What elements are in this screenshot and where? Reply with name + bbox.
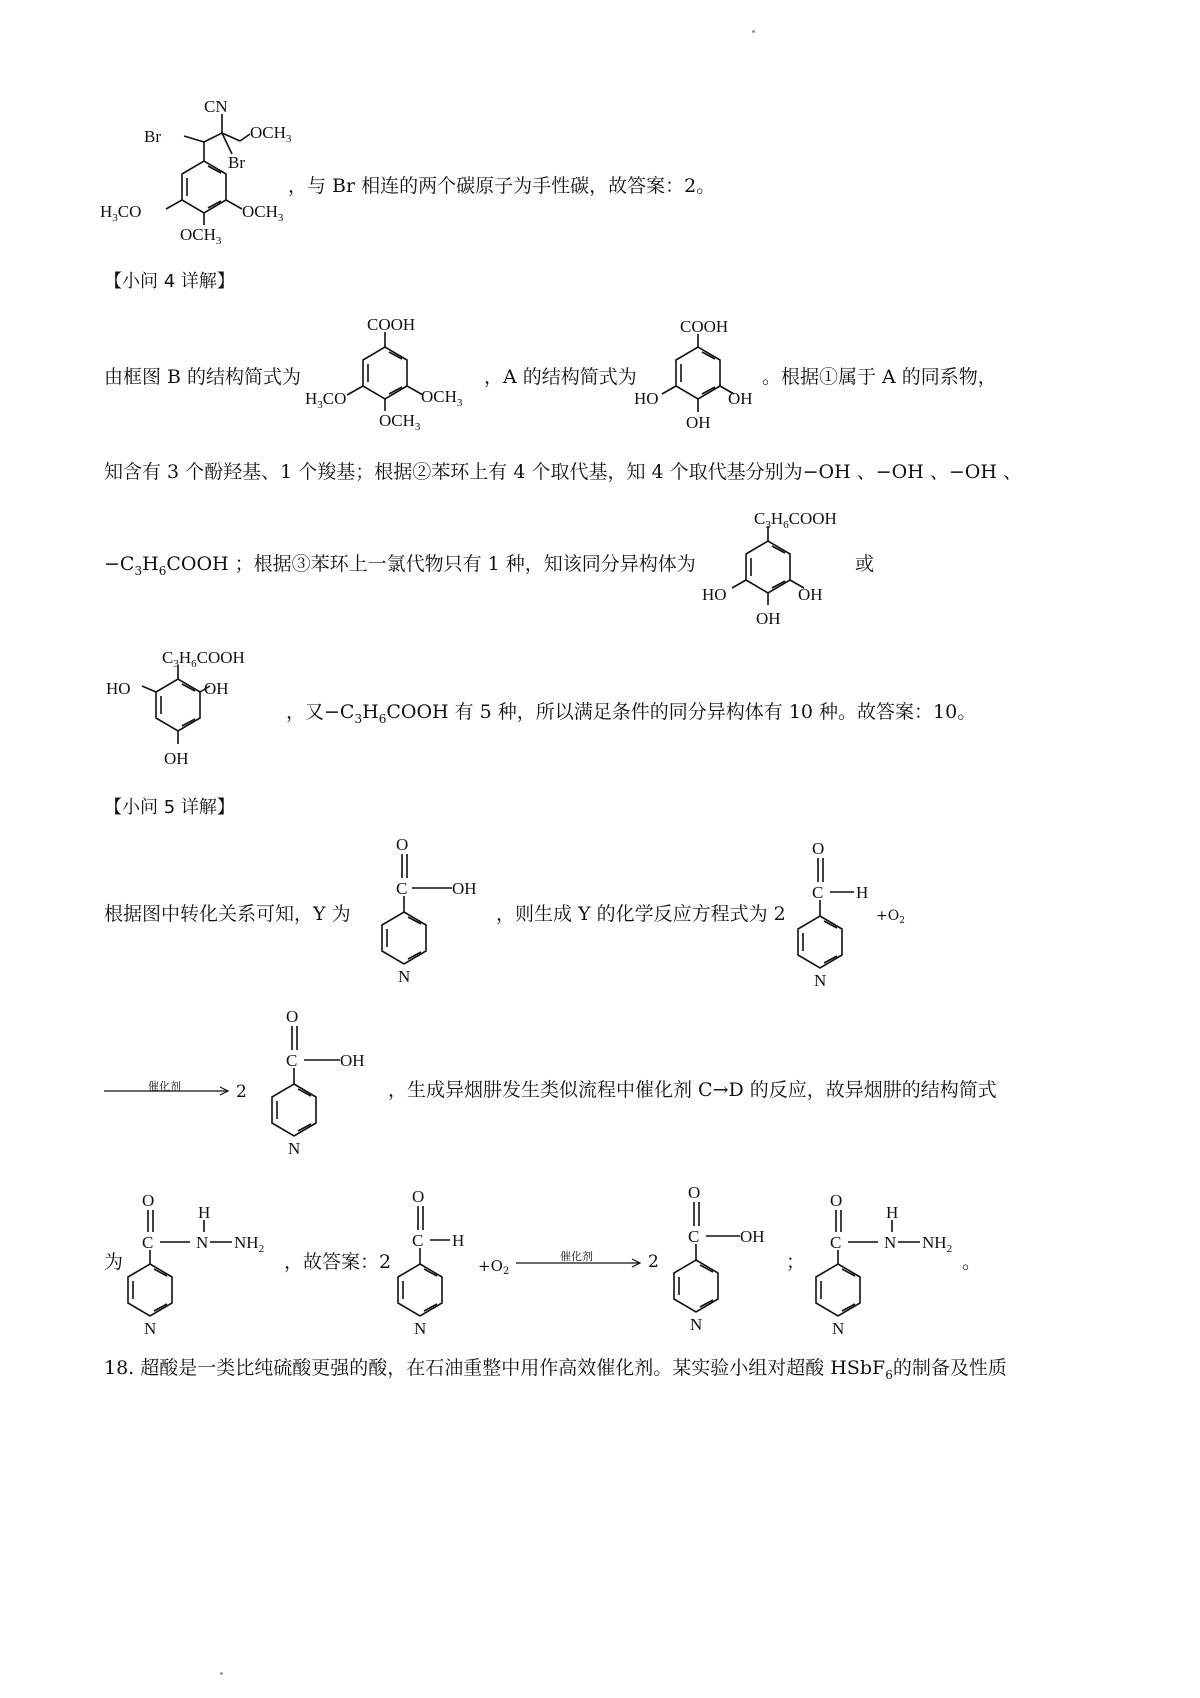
svg-text:HO: HO	[634, 389, 659, 408]
svg-text:H: H	[856, 883, 869, 902]
svg-text:OH: OH	[164, 749, 189, 768]
svg-text:N: N	[832, 1319, 845, 1338]
structure-b-trimethoxybenzoic-acid	[305, 316, 485, 436]
q4-line3: $-C_3H_6COOH$ ；根据③苯环上一氯代物只有 1 种，知该同分异构体为	[104, 553, 696, 578]
br-label: Br	[144, 127, 161, 146]
svg-text:C: C	[142, 1233, 154, 1252]
svg-text:C: C	[688, 1227, 700, 1246]
svg-text:O: O	[688, 1183, 701, 1202]
svg-text:C: C	[812, 883, 824, 902]
svg-text:OCH3: $OCH_3$	[180, 225, 222, 247]
svg-text:C3H6COOH: $C_3H_6COOH$	[754, 509, 837, 531]
catalyst-label: 催化剂	[560, 1250, 593, 1263]
q5-line1-b: ，则生成 Y 的化学反应方程式为 2	[496, 903, 786, 925]
svg-text:OH: OH	[686, 413, 711, 432]
svg-text:OCH3: $OCH_3$	[250, 123, 292, 145]
svg-text:OH: OH	[798, 585, 823, 604]
svg-text:C: C	[396, 879, 408, 898]
svg-text:OCH3: $OCH_3$	[421, 387, 463, 409]
q4-line4: ，又$-C_3H_6COOH$ 有 5 种，所以满足条件的同分异构体有 10 种。故答案：10。	[286, 701, 977, 726]
q5-line3-b: ，故答案：2	[284, 1251, 392, 1273]
structure-isonicotinic-acid-answer	[664, 1182, 794, 1342]
svg-text:OH: OH	[728, 389, 753, 408]
svg-text:OH: OH	[756, 609, 781, 628]
q5-o2-term: $+O_2$	[876, 908, 905, 926]
svg-text:OH: OH	[452, 879, 477, 898]
coefficient-2-b: 2	[648, 1252, 659, 1272]
scan-dot	[752, 30, 755, 33]
structure-isoniazid	[120, 1192, 285, 1342]
och3-label: OCH	[250, 123, 286, 142]
arrow-icon	[104, 1078, 232, 1098]
svg-text:O: O	[286, 1007, 299, 1026]
q4-line1-b: ，A 的结构简式为	[484, 366, 637, 388]
q18-text: 18. 超酸是一类比纯硫酸更强的酸，在石油重整中用作高效催化剂。某实验小组对超酸 HSbF$_6$的制备及性质	[104, 1357, 1007, 1382]
q5-period: 。	[962, 1251, 982, 1273]
q5-semicolon: ；	[786, 1251, 806, 1273]
svg-text:H: H	[198, 1203, 211, 1222]
q4-line2: 知含有 3 个酚羟基、1 个羧基；根据②苯环上有 4 个取代基，知 4 个取代基分别为−OH 、−OH 、−OH 、	[104, 461, 1022, 483]
svg-text:H3CO: $H_3CO$	[100, 202, 142, 224]
arrow-icon	[516, 1248, 644, 1268]
svg-text:N: N	[690, 1315, 703, 1334]
svg-text:H: H	[886, 1203, 899, 1222]
q4-line3-or: 或	[855, 553, 875, 575]
svg-text:N: N	[814, 971, 827, 990]
svg-text:N: N	[144, 1319, 157, 1338]
svg-text:O: O	[142, 1191, 155, 1210]
q5-line3-wei: 为	[104, 1251, 124, 1273]
svg-text:C: C	[830, 1233, 842, 1252]
coefficient-2: 2	[236, 1082, 247, 1102]
q5-heading: 【小问 5 详解】	[104, 797, 235, 818]
structure-isonicotinaldehyde	[790, 838, 890, 998]
scan-dot	[220, 1672, 223, 1675]
catalyst-label: 催化剂	[148, 1080, 181, 1093]
svg-text:HO: HO	[106, 679, 131, 698]
svg-text:H3CO: $H_3CO$	[305, 389, 347, 411]
svg-text:OH: OH	[204, 679, 229, 698]
br-label: Br	[228, 153, 245, 172]
structure-isonicotinaldehyde-answer	[390, 1186, 490, 1346]
structure-a-gallic-acid	[630, 318, 760, 433]
svg-text:N: N	[414, 1319, 427, 1338]
q4-line1-c: 。根据①属于 A 的同系物，	[762, 366, 997, 388]
structure-y-isonicotinic-acid	[368, 834, 498, 994]
svg-text:O: O	[412, 1187, 425, 1206]
svg-text:NH2: $NH_2$	[922, 1233, 953, 1255]
structure-isoniazid-answer	[808, 1192, 973, 1342]
svg-text:O: O	[812, 839, 825, 858]
svg-text:O: O	[830, 1191, 843, 1210]
q5-o2-term-2: $+O_2$	[478, 1257, 510, 1277]
catalyst-arrow-2	[516, 1248, 644, 1268]
cn-label: CN	[204, 97, 228, 116]
svg-text:N: N	[288, 1139, 301, 1158]
svg-text:COOH: COOH	[367, 315, 416, 334]
svg-text:OCH3: $OCH_3$	[379, 411, 421, 433]
svg-text:N: N	[196, 1233, 209, 1252]
svg-text:H: H	[452, 1231, 465, 1250]
structure-isomer-1	[698, 508, 858, 633]
svg-text:C: C	[412, 1231, 424, 1250]
q5-line2-b: ，生成异烟肼发生类似流程中催化剂 C→D 的反应，故异烟肼的结构简式	[388, 1079, 997, 1101]
q5-line1-a: 根据图中转化关系可知，Y 为	[104, 903, 351, 925]
structure-dibromo-nitrile	[100, 92, 290, 252]
svg-text:C: C	[286, 1051, 298, 1070]
svg-text:OCH3: $OCH_3$	[242, 202, 284, 224]
svg-text:OH: OH	[340, 1051, 365, 1070]
svg-text:NH2: $NH_2$	[234, 1233, 265, 1255]
svg-text:O: O	[396, 835, 409, 854]
svg-text:N: N	[398, 967, 411, 986]
structure-isomer-2	[104, 648, 284, 773]
svg-text:N: N	[884, 1233, 897, 1252]
q4-line1-a: 由框图 B 的结构简式为	[104, 366, 302, 388]
q4-heading: 【小问 4 详解】	[104, 271, 235, 292]
catalyst-arrow	[104, 1078, 232, 1098]
chiral-carbon-answer: ，与 Br 相连的两个碳原子为手性碳，故答案：2。	[288, 175, 716, 197]
structure-y-isonicotinic-acid-product	[262, 1006, 392, 1166]
svg-text:HO: HO	[702, 585, 727, 604]
svg-text:C3H6COOH: $C_3H_6COOH$	[162, 648, 245, 670]
svg-text:OH: OH	[740, 1227, 765, 1246]
svg-text:COOH: COOH	[680, 317, 729, 336]
